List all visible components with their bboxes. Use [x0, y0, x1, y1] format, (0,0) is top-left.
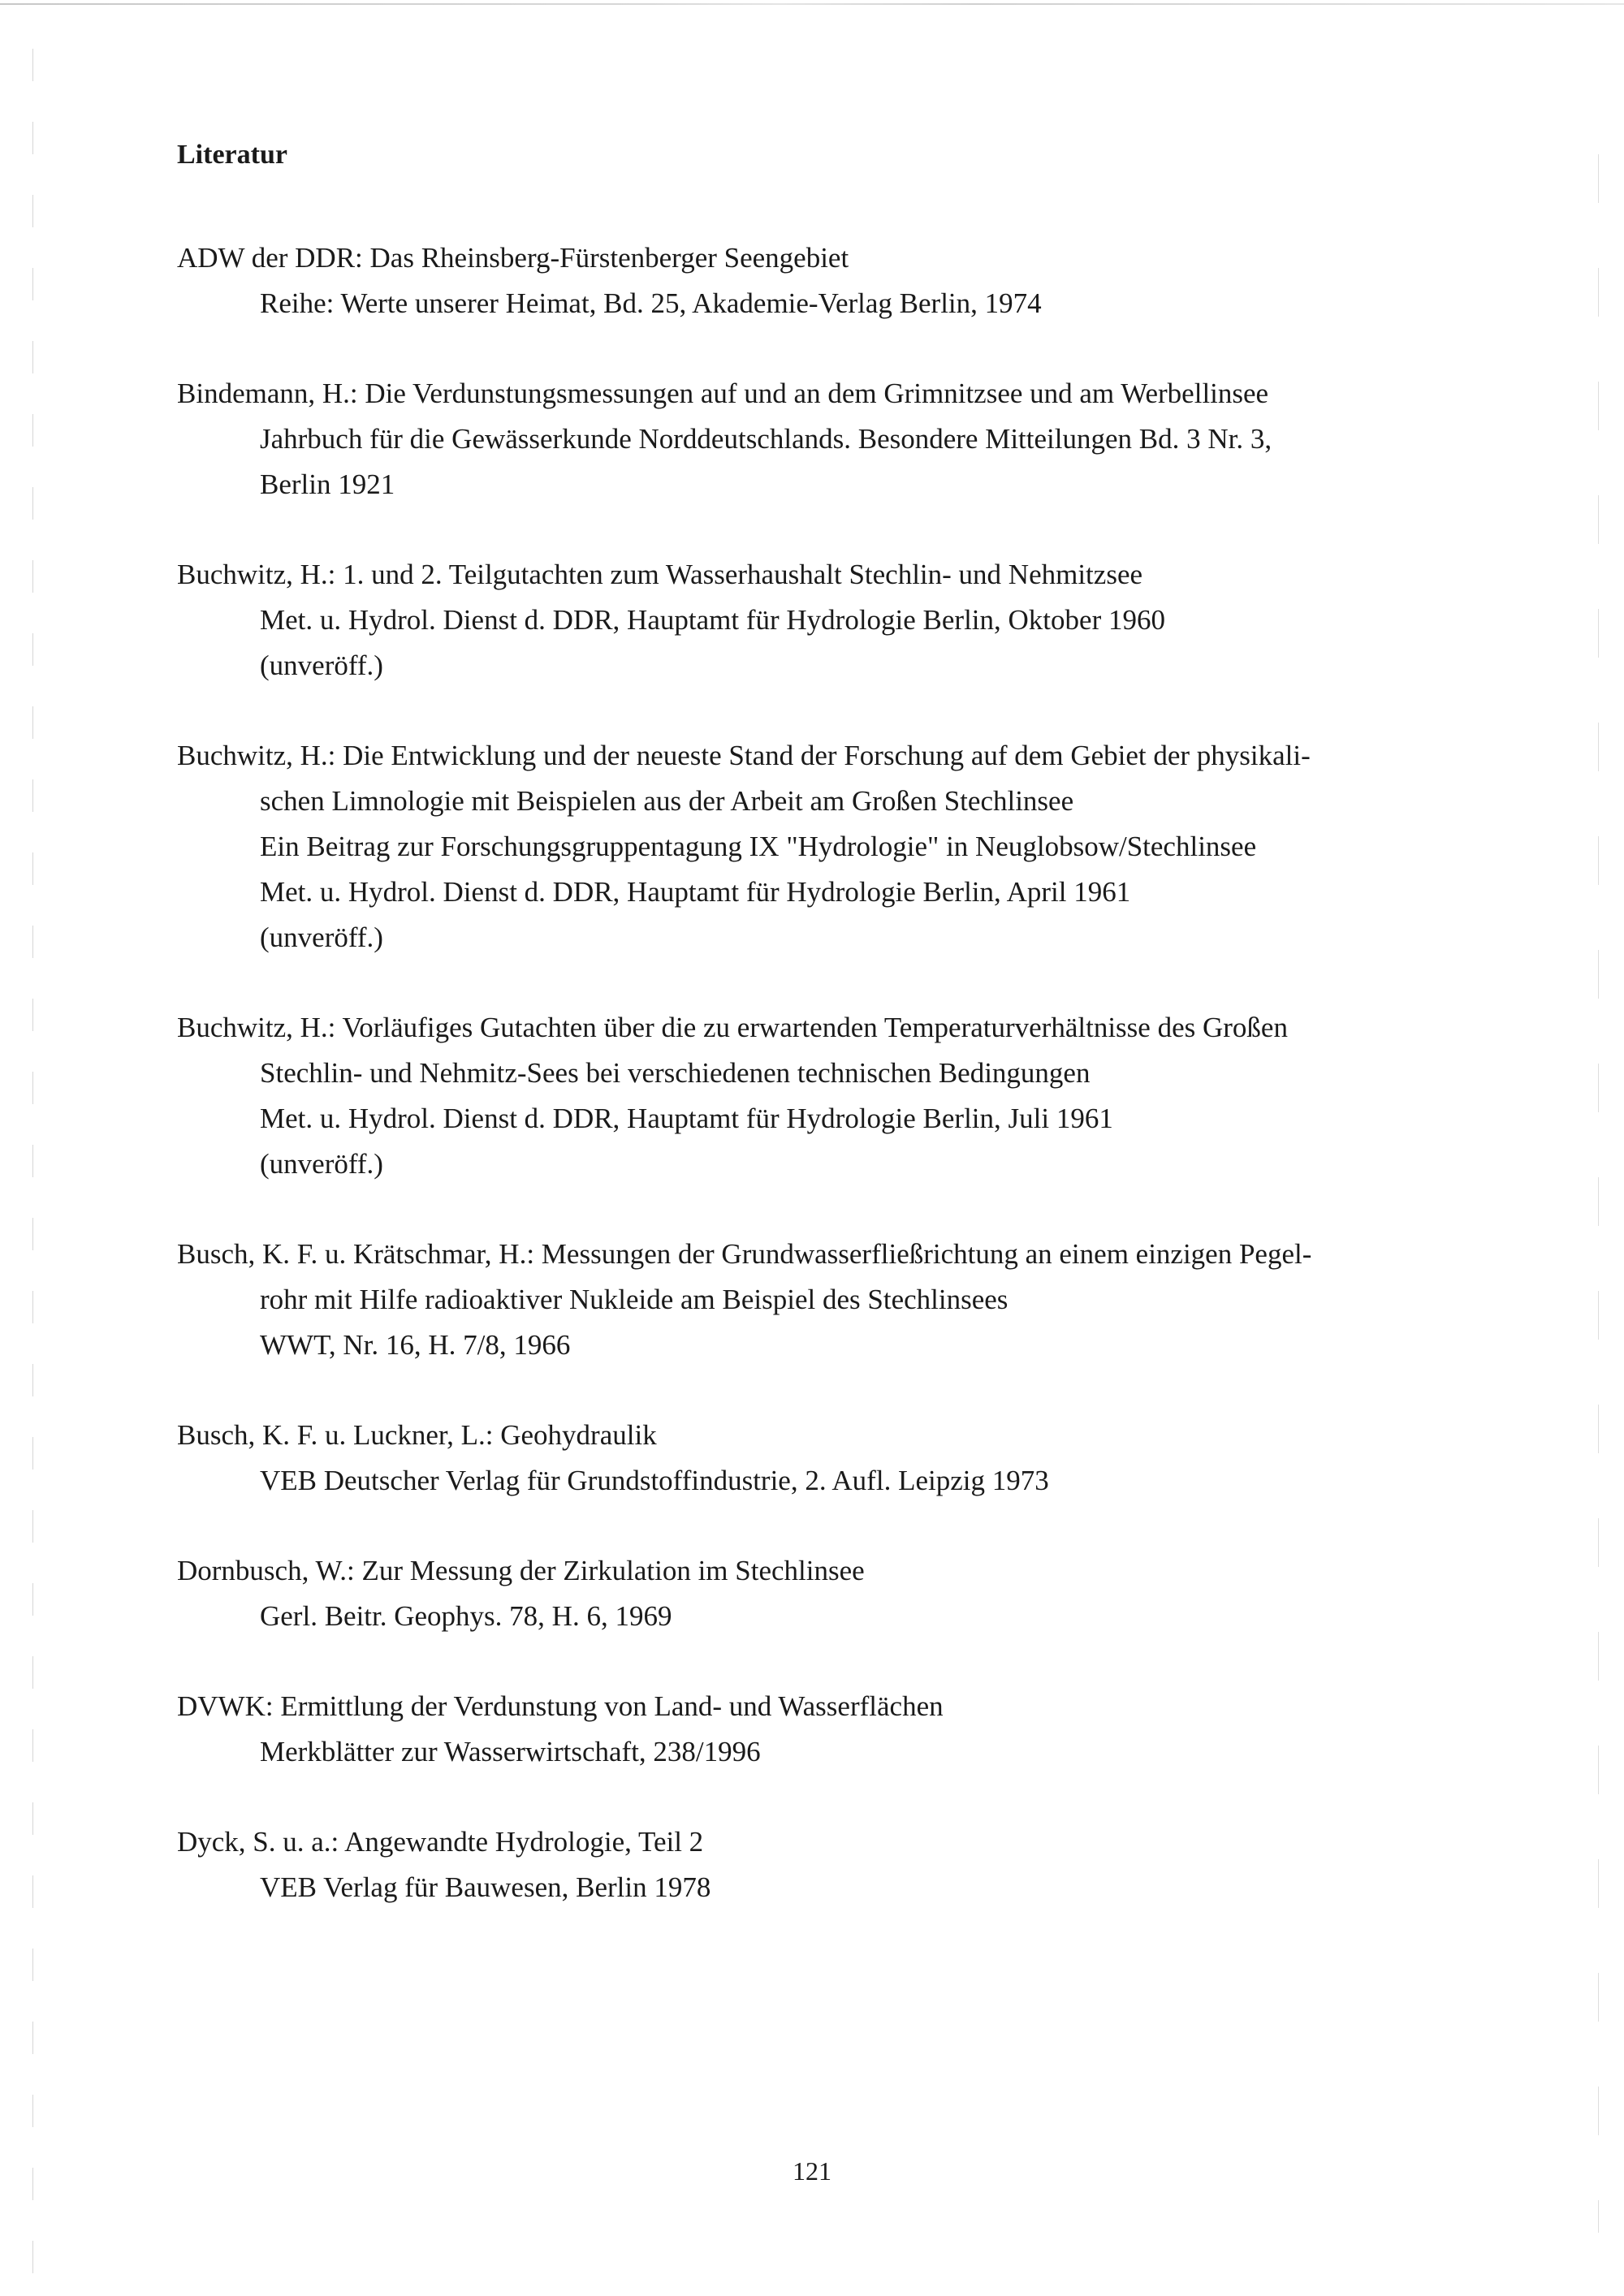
- reference-entry: [177, 235, 1444, 326]
- reference-entry: [177, 1232, 1444, 1368]
- reference-detail-line: (unveröff.): [260, 1148, 383, 1180]
- reference-author-line: Bindemann, H.: Die Verdunstungsmessungen auf und an dem Grimnitzsee und am Werbellinsee: [177, 378, 1269, 409]
- reference-author-line: DVWK: Ermittlung der Verdunstung von Land- und Wasserflächen: [177, 1690, 944, 1722]
- reference-author-line: ADW der DDR: Das Rheinsberg-Fürstenberger Seengebiet: [177, 242, 849, 274]
- reference-author-line: Dornbusch, W.: Zur Messung der Zirkulation im Stechlinsee: [177, 1555, 865, 1586]
- reference-author-line: Buchwitz, H.: Vorläufiges Gutachten über die zu erwartenden Temperaturverhältnisse des Großen: [177, 1012, 1288, 1043]
- reference-entry: [177, 1819, 1444, 1910]
- page-number: 121: [793, 2156, 831, 2186]
- page-title: Literatur: [177, 140, 287, 170]
- reference-detail-line: Jahrbuch für die Gewässerkunde Norddeutschlands. Besondere Mitteilungen Bd. 3 Nr. 3,: [260, 423, 1272, 455]
- reference-detail-line: rohr mit Hilfe radioaktiver Nukleide am Beispiel des Stechlinsees: [260, 1284, 1009, 1315]
- reference-detail-line: Merkblätter zur Wasserwirtschaft, 238/1996: [260, 1736, 761, 1767]
- reference-detail-line: (unveröff.): [260, 921, 383, 953]
- reference-entry: [177, 1684, 1444, 1775]
- reference-detail-line: schen Limnologie mit Beispielen aus der Arbeit am Großen Stechlinsee: [260, 785, 1074, 817]
- reference-detail-line: Met. u. Hydrol. Dienst d. DDR, Hauptamt für Hydrologie Berlin, Juli 1961: [260, 1103, 1113, 1134]
- reference-detail-line: Met. u. Hydrol. Dienst d. DDR, Hauptamt für Hydrologie Berlin, Oktober 1960: [260, 604, 1165, 636]
- reference-entry: [177, 1413, 1444, 1504]
- reference-author-line: Dyck, S. u. a.: Angewandte Hydrologie, Teil 2: [177, 1826, 704, 1858]
- reference-detail-line: Met. u. Hydrol. Dienst d. DDR, Hauptamt für Hydrologie Berlin, April 1961: [260, 876, 1131, 908]
- reference-entry: [177, 1548, 1444, 1639]
- reference-author-line: Buchwitz, H.: 1. und 2. Teilgutachten zum Wasserhaushalt Stechlin- und Nehmitzsee: [177, 559, 1143, 590]
- reference-entry: [177, 552, 1444, 688]
- reference-entry: [177, 733, 1444, 960]
- reference-detail-line: Reihe: Werte unserer Heimat, Bd. 25, Akademie-Verlag Berlin, 1974: [260, 287, 1042, 319]
- reference-list: [177, 235, 1444, 1955]
- reference-detail-line: Ein Beitrag zur Forschungsgruppentagung IX "Hydrologie" in Neuglobsow/Stechlinsee: [260, 831, 1257, 862]
- reference-author-line: Busch, K. F. u. Luckner, L.: Geohydraulik: [177, 1419, 657, 1451]
- reference-author-line: Buchwitz, H.: Die Entwicklung und der neueste Stand der Forschung auf dem Gebiet der physikali-: [177, 740, 1311, 771]
- reference-entry: [177, 1005, 1444, 1187]
- reference-detail-line: VEB Deutscher Verlag für Grundstoffindustrie, 2. Aufl. Leipzig 1973: [260, 1465, 1049, 1496]
- scan-right-edge: [1598, 154, 1599, 2233]
- reference-detail-line: WWT, Nr. 16, H. 7/8, 1966: [260, 1329, 571, 1361]
- reference-author-line: Busch, K. F. u. Krätschmar, H.: Messungen der Grundwasserfließrichtung an einem einzigen Pegel-: [177, 1238, 1312, 1270]
- reference-entry: [177, 371, 1444, 507]
- reference-detail-line: Stechlin- und Nehmitz-Sees bei verschiedenen technischen Bedingungen: [260, 1057, 1091, 1089]
- reference-detail-line: Berlin 1921: [260, 468, 395, 500]
- scan-top-edge: [0, 3, 1624, 5]
- reference-detail-line: (unveröff.): [260, 650, 383, 681]
- reference-detail-line: VEB Verlag für Bauwesen, Berlin 1978: [260, 1871, 711, 1903]
- reference-detail-line: Gerl. Beitr. Geophys. 78, H. 6, 1969: [260, 1600, 672, 1632]
- scan-left-edge: [32, 49, 33, 2273]
